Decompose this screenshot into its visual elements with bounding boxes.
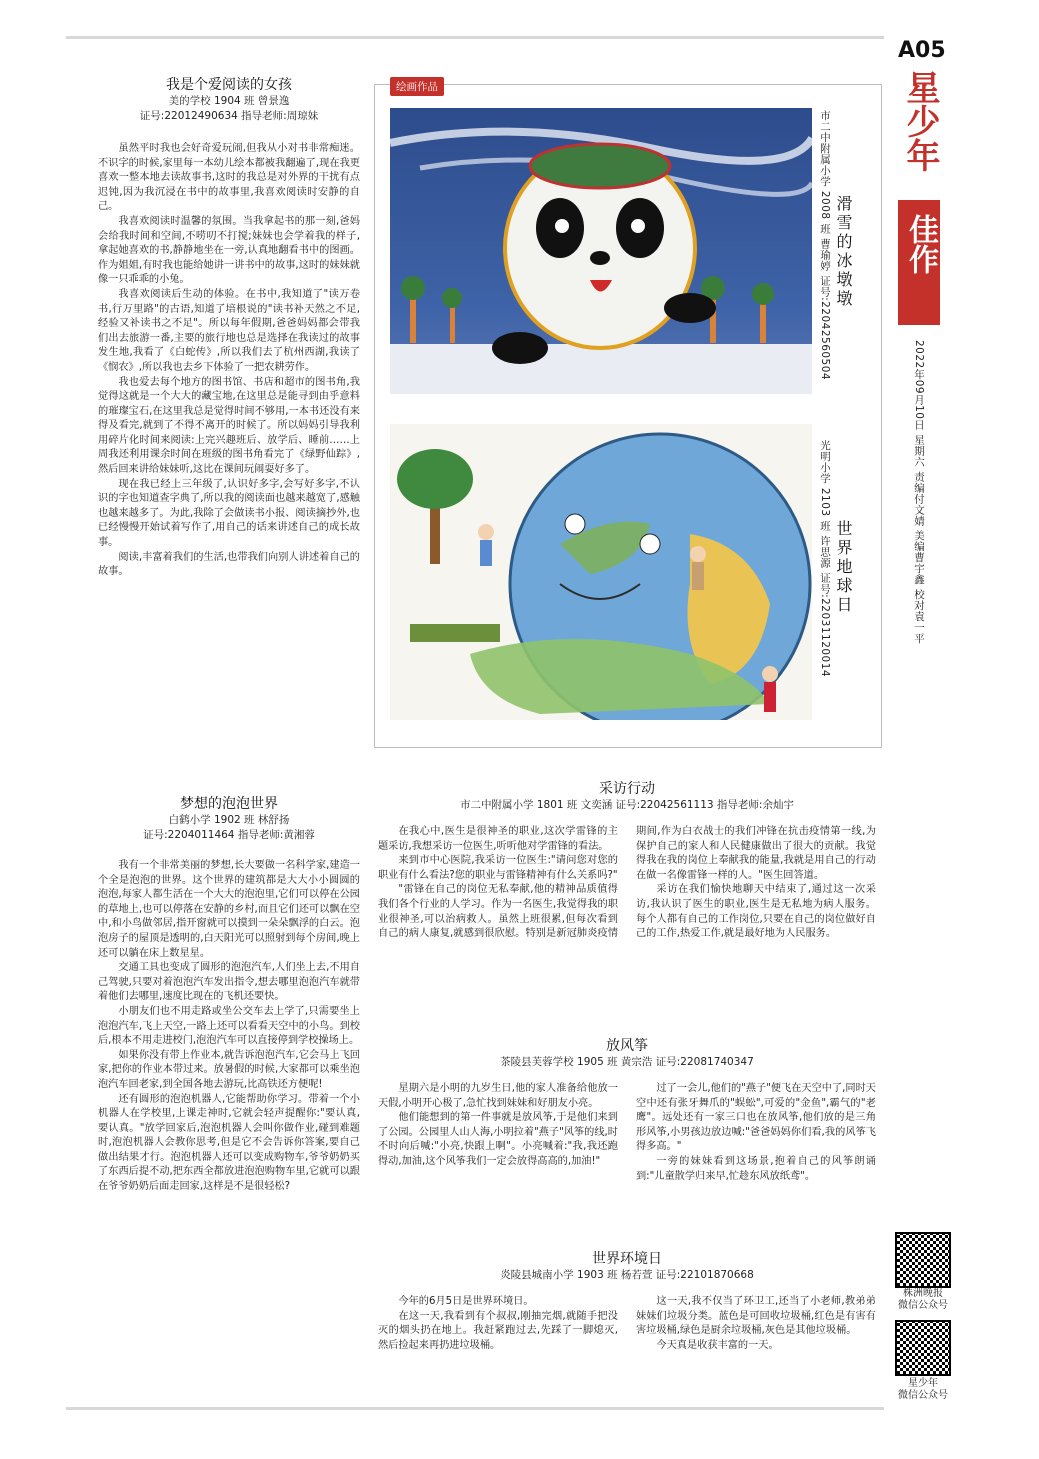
paragraph: 过了一会儿,他们的"燕子"便飞在天空中了,同时天空中还有张牙舞爪的"蜈蚣",可爱的"金鱼",霸气的"老鹰"。远处还有一家三口也在放风筝,他们放的是三角形风筝,小男孩边放边喊:"爸爸妈妈你们看,我的风筝飞得多高。"	[636, 1083, 876, 1153]
painting-earth-day	[390, 424, 812, 720]
paragraph: 在我心中,医生是很神圣的职业,这次学雷锋的主题采访,我想采访一位医生,听听他对学雷锋的看法。	[378, 826, 618, 852]
article-school: 美的学校 1904 班 曾景逸	[168, 95, 290, 107]
article-meta: 证号:2204011464 指导老师:黄湘蓉	[143, 829, 315, 841]
painting2-credit: 光明小学 2103 班 许思源 证号:22031120014	[819, 440, 831, 678]
article-environment-day	[372, 1248, 882, 1353]
paragraph: 小朋友们也不用走路或坐公交车去上学了,只需要坐上泡泡汽车,飞上天空,一路上还可以看看天空中的小鸟。到校后,根本不用走进校门,泡泡汽车可以直接停到学校操场上。	[98, 1005, 360, 1047]
brand-logo: 星少年	[900, 70, 940, 172]
section-label: 佳作	[903, 214, 938, 274]
paragraph: 在这一天,我看到有个叔叔,刚抽完烟,就随手把没灭的烟头扔在地上。我赶紧跑过去,先踩了一脚熄灭,然后捡起来再扔进垃圾桶。	[378, 1310, 618, 1351]
top-rule	[66, 36, 884, 39]
painting-skiing-panda	[390, 108, 812, 394]
painting1-title: 滑雪的冰墩墩	[834, 195, 853, 309]
paragraph: 一旁的妹妹看到这场景,抱着自己的风筝朗诵到:"儿童散学归来早,忙趁东风放纸鸢"。	[636, 1155, 876, 1182]
paragraph: 今年的6月5日是世界环境日。	[398, 1296, 534, 1307]
article-reading	[98, 74, 360, 580]
qr-code-zhuzhou-evening[interactable]	[895, 1232, 951, 1288]
page-number: A05	[898, 38, 946, 63]
paragraph: 这一天,我不仅当了环卫工,还当了小老师,教弟弟妹妹们垃圾分类。蓝色是可回收垃圾桶,红色是有害有害垃圾桶,绿色是厨余垃圾桶,灰色是其他垃圾桶。	[636, 1296, 876, 1337]
paragraph: 交通工具也变成了圆形的泡泡汽车,人们坐上去,不用自己驾驶,只要对着泡泡汽车发出指令,想去哪里泡泡汽车就带着他们去哪里,速度比现在的飞机还要快。	[98, 962, 360, 1003]
article-meta: 炎陵县城南小学 1903 班 杨若萱 证号:22101870668	[500, 1269, 754, 1281]
qr-code-star-youth[interactable]	[895, 1320, 951, 1376]
painting2-title: 世界地球日	[834, 520, 853, 615]
paragraph: 还有圆形的泡泡机器人,它能帮助你学习。带着一个小机器人在学校里,上课走神时,它就会轻声提醒你:"要认真,要认真。"放学回家后,泡泡机器人会叫你做作业,碰到难题时,泡泡机器人会教你思考,但是它不会告诉你答案,要自己做出结果才行。泡泡机器人还可以变成购物车,爷爷奶奶买了东西后提不动,把东西全都放进泡泡购物车里,它就可以跟在爷爷奶奶后面走回家,这样是不是很轻松?	[98, 1093, 360, 1193]
paragraph: 星期六是小明的九岁生日,他的家人准备给他放一天假,小明开心极了,急忙找到妹妹和好朋友小亮。	[378, 1083, 618, 1109]
article-title: 世界环境日	[592, 1251, 662, 1267]
qr-label-title: 株洲晚报	[903, 1288, 943, 1299]
qr-label-title: 星少年	[908, 1378, 938, 1389]
paragraph: "雷锋在自己的岗位无私奉献,他的精神品质值得我们各个行业的人学习。作为一名医生,我觉得我的职业很神圣,可以治病救人。虽然上班很累,但每次看到自己的病人康复,就感到很欣慰。特别是新冠肺炎疫情期间,作为白衣战士的我们冲锋在抗击疫情第一线,为保护自己的家人和人民健康做出了很大的贡献。我觉得我在我的岗位上奉献我的能量,我就是用自己的行动在做一名像雷锋一样的人。"医生回答道。	[378, 826, 876, 940]
paragraph: 我喜欢阅读后生动的体验。在书中,我知道了"读万卷书,行万里路"的古语,知道了培根说的"读书补天然之不足,经验又补读书之不足"。所以每年假期,爸爸妈妈都会带我们出去旅游一番,主要的旅行地也总是选择在我读过的故事发生地,我看了《白蛇传》,所以我们去了杭州西湖,我读了《悯农》,所以我也去乡下体验了一把农耕劳作。	[98, 288, 360, 373]
section-banner	[898, 200, 940, 325]
paragraph: 如果你没有带上作业本,就告诉泡泡汽车,它会马上飞回家,把你的作业本带过来。放暑假的时候,大家都可以乘坐泡泡汽车回老家,到全国各地去游玩,比高铁还方便呢!	[98, 1049, 360, 1090]
article-meta: 市二中附属小学 1801 班 文奕涵 证号:22042561113 指导老师:余灿宇	[460, 799, 794, 811]
paragraph: 采访在我们愉快地聊天中结束了,通过这一次采访,我认识了医生的职业,医生是无私地为病人服务。每个人都有自己的工作岗位,只要在自己的岗位做好自己的工作,热爱工作,就是最好地为人民服务。	[636, 884, 876, 940]
article-bubble-world	[98, 793, 360, 1195]
article-title: 采访行动	[599, 781, 655, 797]
article-body	[98, 142, 360, 580]
earth-day-illustration	[390, 424, 812, 720]
paragraph: 我有一个非常美丽的梦想,长大要做一名科学家,建造一个全是泡泡的世界。这个世界的建筑都是大大小小圆圆的泡泡,每家人都生活在一个大大的泡泡里,它们可以停在公园的草地上,也可以停落在安静的乡村,而且它们还可以飘在空中,和小鸟做邻居,指开窗就可以摸到一朵朵飘浮的白云。泡泡房子的屋顶是透明的,白天阳光可以照射到每个房间,晚上还可以躺在床上数星星。	[98, 860, 360, 959]
article-title: 放风筝	[606, 1038, 648, 1054]
painting1-credit: 市二中附属小学 2008 班 曹瑜婷 证号:22042560504	[819, 110, 831, 381]
article-title: 我是个爱阅读的女孩	[166, 77, 292, 93]
article-meta: 茶陵县芙蓉学校 1905 班 黄宗浩 证号:22081740347	[500, 1056, 754, 1068]
article-meta: 证号:22012490634 指导老师:周琼妹	[139, 110, 319, 122]
qr-label-2	[888, 1378, 958, 1402]
qr-label-1	[888, 1288, 958, 1312]
article-body	[372, 1295, 882, 1353]
qr-label-sub: 微信公众号	[898, 1390, 948, 1401]
article-title: 梦想的泡泡世界	[180, 796, 278, 812]
gallery-tag: 绘画作品	[390, 77, 444, 96]
date-line: 2022年09月10日 星期六 责编付文婧 美编曹宇鑫 校对袁一平	[913, 340, 925, 644]
paragraph: 现在我已经上三年级了,认识好多字,会写好多字,不认识的字也知道查字典了,所以我的阅读面也越来越宽了,感触也越来越多了。为此,我除了会做读书小报、阅读摘抄外,也已经慢慢开始试着写作了,用自己的话来讲述自己的成长故事。	[98, 478, 360, 549]
article-interview	[372, 778, 882, 942]
paragraph: 今天真是收获丰富的一天。	[656, 1339, 779, 1351]
skiing-panda-illustration	[390, 108, 812, 394]
paragraph: 虽然平时我也会好奇爱玩闹,但我从小对书非常痴迷。不识字的时候,家里每一本幼儿绘本都被我翻遍了,现在我更喜欢一整本地去读故事书,这时的我总是对外界的干扰有点迟钝,因为我沉浸在书中的故事里,我喜欢阅读时安静的自己。	[98, 143, 360, 213]
paragraph: 他们能想到的第一件事就是放风筝,于是他们来到了公园。公园里人山人海,小明拉着"燕子"风筝的线,时不时向后喊:"小亮,快跟上啊"。小亮喊着:"我,我还跑得动,加油,这个风筝我们一定会放得高高的,加油!"	[378, 1112, 618, 1167]
article-body	[372, 825, 882, 942]
paragraph: 我喜欢阅读时温馨的氛围。当我拿起书的那一刻,爸妈会给我时间和空间,不唠叨不打搅;妹妹也会学着我的样子,拿起她喜欢的书,静静地坐在一旁,认真地翻看书中的图画。作为姐姐,有时我也能给她讲一讲书中的故事,这时的妹妹就像一只乖乖的小兔。	[98, 215, 360, 286]
qr-label-sub: 微信公众号	[898, 1300, 948, 1311]
bottom-rule	[66, 1407, 884, 1410]
paragraph: 来到市中心医院,我采访一位医生:"请问您对您的职业有什么看法?您的职业与雷锋精神有什么关系吗?"	[378, 855, 618, 881]
article-body	[98, 859, 360, 1195]
article-kite	[372, 1035, 882, 1184]
article-body	[372, 1082, 882, 1184]
article-school: 白鹤小学 1902 班 林舒扬	[168, 814, 290, 826]
paragraph: 阅读,丰富着我们的生活,也带我们向别人讲述着自己的故事。	[98, 551, 360, 578]
paragraph: 我也爱去每个地方的图书馆、书店和超市的图书角,我觉得这就是一个大大的藏宝地,在这里总是能寻到由乎意料的璀璨宝石,在这里我总是觉得时间不够用,一本书还没有来得及看完,就到了不得不离开的时候了。所以妈妈引导我利用碎片化时间来阅读:上完兴趣班后、放学后、睡前……上周我还利用课余时间在班级的图书角看完了《绿野仙踪》,然后回来讲给妹妹听,这比在课间玩闹耍好多了。	[98, 376, 360, 476]
